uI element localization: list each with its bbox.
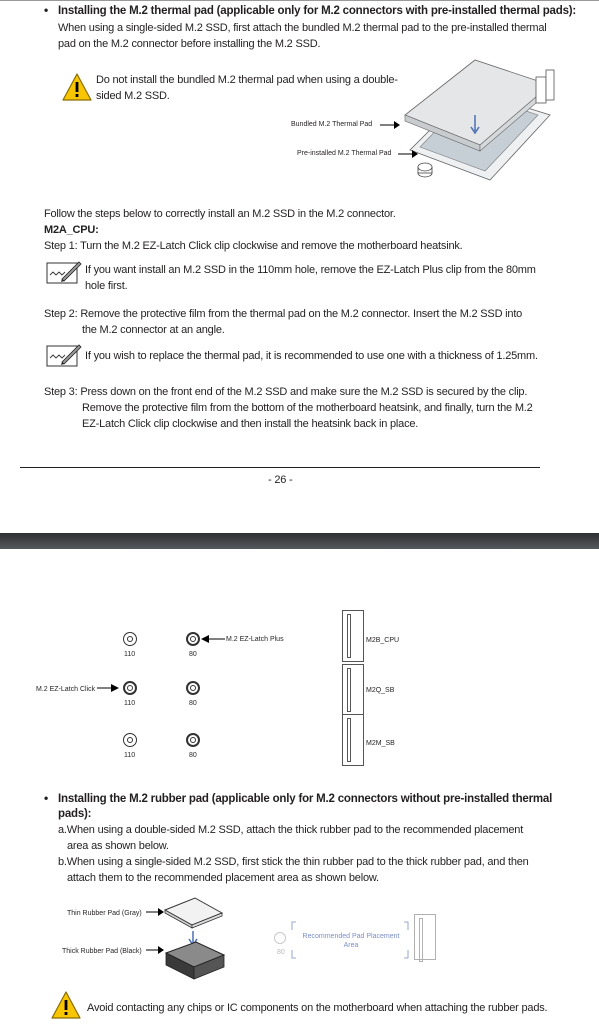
step3-line2: Remove the protective film from the bottom of the motherboard heatsink, and finally, turn the M.2 bbox=[82, 402, 533, 414]
instructions-intro: Follow the steps below to correctly install an M.2 SSD in the M.2 connector. bbox=[44, 208, 396, 220]
slot-label: M2B_CPU bbox=[366, 637, 400, 644]
footer-rule bbox=[20, 467, 540, 468]
thermal-pad-diagram bbox=[400, 55, 560, 185]
step2-line2: the M.2 connector at an angle. bbox=[82, 324, 225, 336]
note-pencil-icon bbox=[46, 259, 82, 285]
ez-latch-click-icon bbox=[123, 681, 137, 695]
rubber-pad-title-line1: Installing the M.2 rubber pad (applicable only for M.2 connectors without pre-installed thermal bbox=[58, 793, 553, 805]
latch-click-label: M.2 EZ-Latch Click bbox=[36, 686, 96, 693]
hole-label: 80 bbox=[189, 752, 197, 759]
slot-label: M2Q_SB bbox=[366, 687, 395, 694]
hole-label: 110 bbox=[124, 651, 136, 658]
placement-area-label-line1: Recommended Pad Placement bbox=[302, 933, 400, 940]
rubber-pad-diagram bbox=[160, 895, 230, 980]
rubber-pad-warning-text: Avoid contacting any chips or IC components on the motherboard when attaching the rubber pads. bbox=[87, 1002, 548, 1014]
placement-area-label-line2: Area bbox=[343, 942, 359, 949]
screw-hole-icon bbox=[274, 932, 286, 944]
slot-label: M2M_SB bbox=[366, 740, 395, 747]
step2-line1: Step 2: Remove the protective film from the thermal pad on the M.2 connector. Insert the M.2 SSD into bbox=[44, 308, 523, 320]
rubber-pad-title-line2: pads): bbox=[58, 808, 92, 820]
thermal-pad-title: Installing the M.2 thermal pad (applicable only for M.2 connectors with pre-installed thermal pads): bbox=[58, 5, 577, 17]
hole-label: 80 bbox=[277, 949, 285, 956]
hole-label: 80 bbox=[189, 651, 197, 658]
item-b-line1: b.When using a single-sided M.2 SSD, first stick the thin rubber pad to the thick rubber pad, and then bbox=[58, 856, 529, 868]
arrow-right-icon bbox=[146, 945, 166, 955]
warning-text-line1: Do not install the bundled M.2 thermal pad when using a double- bbox=[96, 74, 398, 86]
thermal-pad-text-line2: pad on the M.2 connector before installing the M.2 SSD. bbox=[58, 38, 321, 50]
warning-icon bbox=[61, 72, 93, 102]
m2a-cpu-heading: M2A_CPU: bbox=[44, 224, 99, 236]
note2-text: If you wish to replace the thermal pad, it is recommended to use one with a thickness of 1.25mm. bbox=[85, 350, 538, 362]
screw-hole-80-icon bbox=[186, 733, 200, 747]
latch-plus-label: M.2 EZ-Latch Plus bbox=[226, 636, 284, 643]
step3-line3: EZ-Latch Click clip clockwise and then install the heatsink back in place. bbox=[82, 418, 419, 430]
m2-slot-icon bbox=[342, 610, 364, 662]
bundled-pad-label: Bundled M.2 Thermal Pad bbox=[291, 121, 373, 128]
thermal-pad-text-line1: When using a single-sided M.2 SSD, first attach the bundled M.2 thermal pad to the pre-installed thermal bbox=[58, 22, 547, 34]
arrow-icon bbox=[398, 149, 420, 159]
m2-slot-icon bbox=[414, 914, 436, 960]
page-top-rule bbox=[0, 0, 599, 1]
page-separator bbox=[0, 533, 599, 549]
hole-label: 110 bbox=[124, 752, 136, 759]
step3-line1: Step 3: Press down on the front end of the M.2 SSD and make sure the M.2 SSD is secured by the clip. bbox=[44, 386, 528, 398]
m2-slot-icon bbox=[342, 664, 364, 716]
ez-latch-plus-icon bbox=[186, 632, 200, 646]
hole-label: 110 bbox=[124, 700, 136, 707]
item-b-line2: attach them to the recommended placement area as shown below. bbox=[67, 872, 379, 884]
m2-slot-icon bbox=[342, 714, 364, 766]
screw-hole-80-icon bbox=[186, 681, 200, 695]
preinstalled-pad-label: Pre-installed M.2 Thermal Pad bbox=[297, 150, 392, 157]
note1-line2: hole first. bbox=[85, 280, 128, 292]
item-a-line1: a.When using a double-sided M.2 SSD, attach the thick rubber pad to the recommended placement bbox=[58, 824, 524, 836]
screw-hole-110-icon bbox=[123, 632, 137, 646]
item-a-line2: area as shown below. bbox=[67, 840, 169, 852]
bullet: • bbox=[44, 791, 49, 805]
warning-icon bbox=[50, 990, 82, 1020]
hole-label: 80 bbox=[189, 700, 197, 707]
warning-text-line2: sided M.2 SSD. bbox=[96, 90, 170, 102]
thick-pad-label: Thick Rubber Pad (Black) bbox=[62, 948, 142, 955]
note1-line1: If you want install an M.2 SSD in the 110mm hole, remove the EZ-Latch Plus clip from the 80mm bbox=[85, 264, 536, 276]
step1-text: Step 1: Turn the M.2 EZ-Latch Click clip clockwise and remove the motherboard heatsink. bbox=[44, 240, 463, 252]
arrow-icon bbox=[380, 120, 402, 130]
page-number: - 26 - bbox=[268, 474, 293, 486]
bullet: • bbox=[44, 3, 49, 17]
thin-pad-label: Thin Rubber Pad (Gray) bbox=[67, 910, 142, 917]
arrow-right-icon bbox=[97, 683, 121, 693]
screw-hole-110-icon bbox=[123, 733, 137, 747]
note-pencil-icon bbox=[46, 342, 82, 368]
arrow-left-icon bbox=[201, 634, 225, 644]
